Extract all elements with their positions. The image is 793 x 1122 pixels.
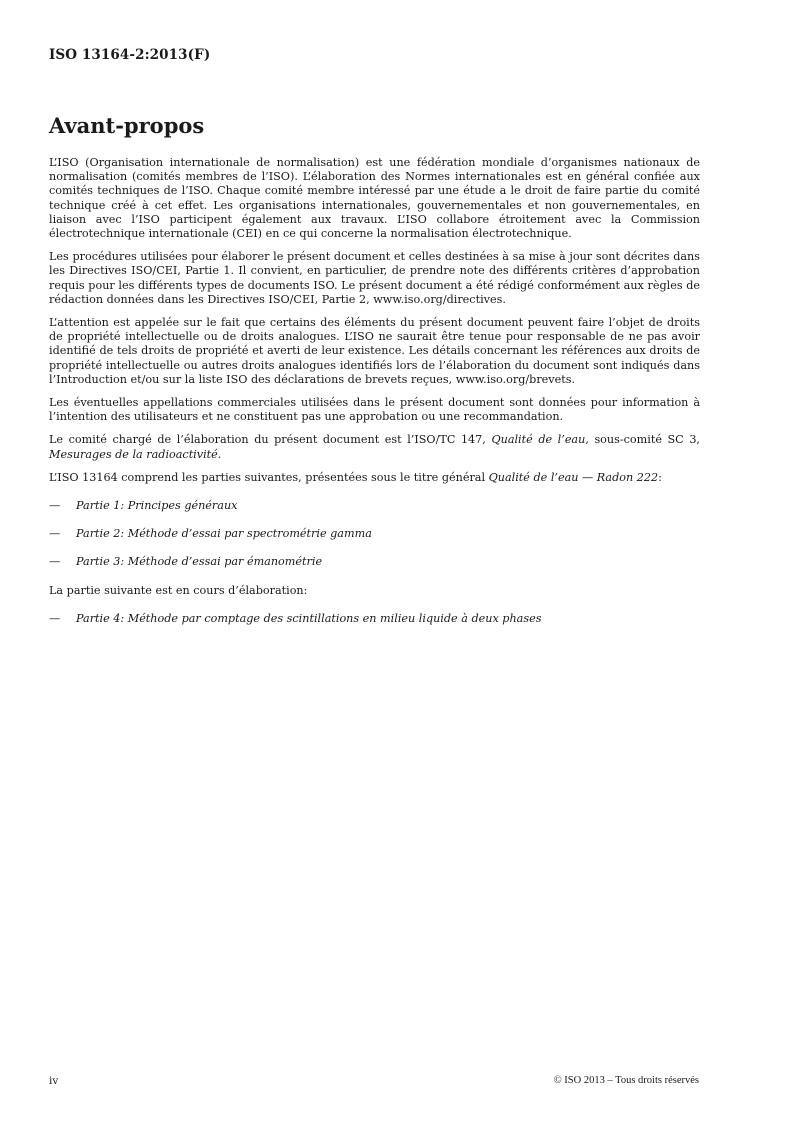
page-number: iv xyxy=(49,1075,59,1087)
section-title: Avant-propos xyxy=(49,113,205,138)
paragraph-committee xyxy=(49,433,700,461)
document-code: ISO 13164-2:2013(F) xyxy=(49,47,211,63)
list-dash: — xyxy=(49,555,61,569)
paragraph-in-preparation: La partie suivante est en cours d’élaboration: xyxy=(49,583,308,597)
list-dash: — xyxy=(49,611,61,625)
committee-text-1: Le comité chargé de l’élaboration du présent document est l’ISO/TC 147, xyxy=(49,433,492,447)
list-item-part-3 xyxy=(49,555,700,569)
list-item-part-2 xyxy=(49,527,700,541)
copyright-notice: © ISO 2013 – Tous droits réservés xyxy=(553,1075,699,1086)
foreword-body xyxy=(49,156,700,640)
list-item-part-1 xyxy=(49,499,700,513)
parts-intro-colon: : xyxy=(658,470,662,484)
part-1-title: Partie 1: Principes généraux xyxy=(76,499,238,513)
subcommittee-title: Mesurages de la radioactivité. xyxy=(49,447,222,461)
part-2-title: Partie 2: Méthode d’essai par spectrométrie gamma xyxy=(76,527,372,541)
paragraph-trade-names: Les éventuelles appellations commerciales utilisées dans le présent document sont données pour information à l’intention des utilisateurs et ne constituent pas une approbation ou une recommandation. xyxy=(49,396,700,424)
part-4-title: Partie 4: Méthode par comptage des scintillations en milieu liquide à deux phases xyxy=(76,611,542,625)
general-title: Qualité de l’eau — Radon 222 xyxy=(488,470,659,484)
paragraph-iso-intro: L’ISO (Organisation internationale de normalisation) est une fédération mondiale d’organismes nationaux de normalisation (comités membres de l’ISO). L’élaboration des Normes internationales est en général confiée aux comités techniques de l’ISO. Chaque comité membre intéressé par une étude a le droit de faire partie du comité technique créé à cet effet. Les organisations internationales, gouvernementales et non gouvernementales, en liaison avec l’ISO participent également aux travaux. L’ISO collabore étroitement avec la Commission électrotechnique internationale (CEI) en ce qui concerne la normalisation électrotechnique. xyxy=(49,156,700,241)
parts-intro-text: L’ISO 13164 comprend les parties suivantes, présentées sous le titre général xyxy=(49,470,489,484)
part-3-title: Partie 3: Méthode d’essai par émanométrie xyxy=(76,555,323,569)
paragraph-parts-intro xyxy=(49,471,700,485)
list-item-part-4 xyxy=(49,612,700,626)
list-dash: — xyxy=(49,499,61,513)
committee-text-2: , sous-comité SC 3, xyxy=(585,433,700,447)
committee-title: Qualité de l’eau xyxy=(491,433,586,447)
paragraph-procedures: Les procédures utilisées pour élaborer le présent document et celles destinées à sa mise à jour sont décrites dans les Directives ISO/CEI, Partie 1. Il convient, en particulier, de prendre note des différents critères d’approbation requis pour les différents types de documents ISO. Le présent document a été rédigé conformément aux règles de rédaction données dans les Directives ISO/CEI, Partie 2, www.iso.org/directives. xyxy=(49,250,700,306)
list-dash: — xyxy=(49,527,61,541)
paragraph-patent-rights: L’attention est appelée sur le fait que certains des éléments du présent document peuvent faire l’objet de droits de propriété intellectuelle ou de droits analogues. L’ISO ne saurait être tenue pour responsable de ne pas avoir identifié de tels droits de propriété et averti de leur existence. Les détails concernant les références aux droits de propriété intellectuelle ou autres droits analogues identifiés lors de l’élaboration du document sont indiqués dans l’Introduction et/ou sur la liste ISO des déclarations de brevets reçues, www.iso.org/brevets. xyxy=(49,316,700,386)
